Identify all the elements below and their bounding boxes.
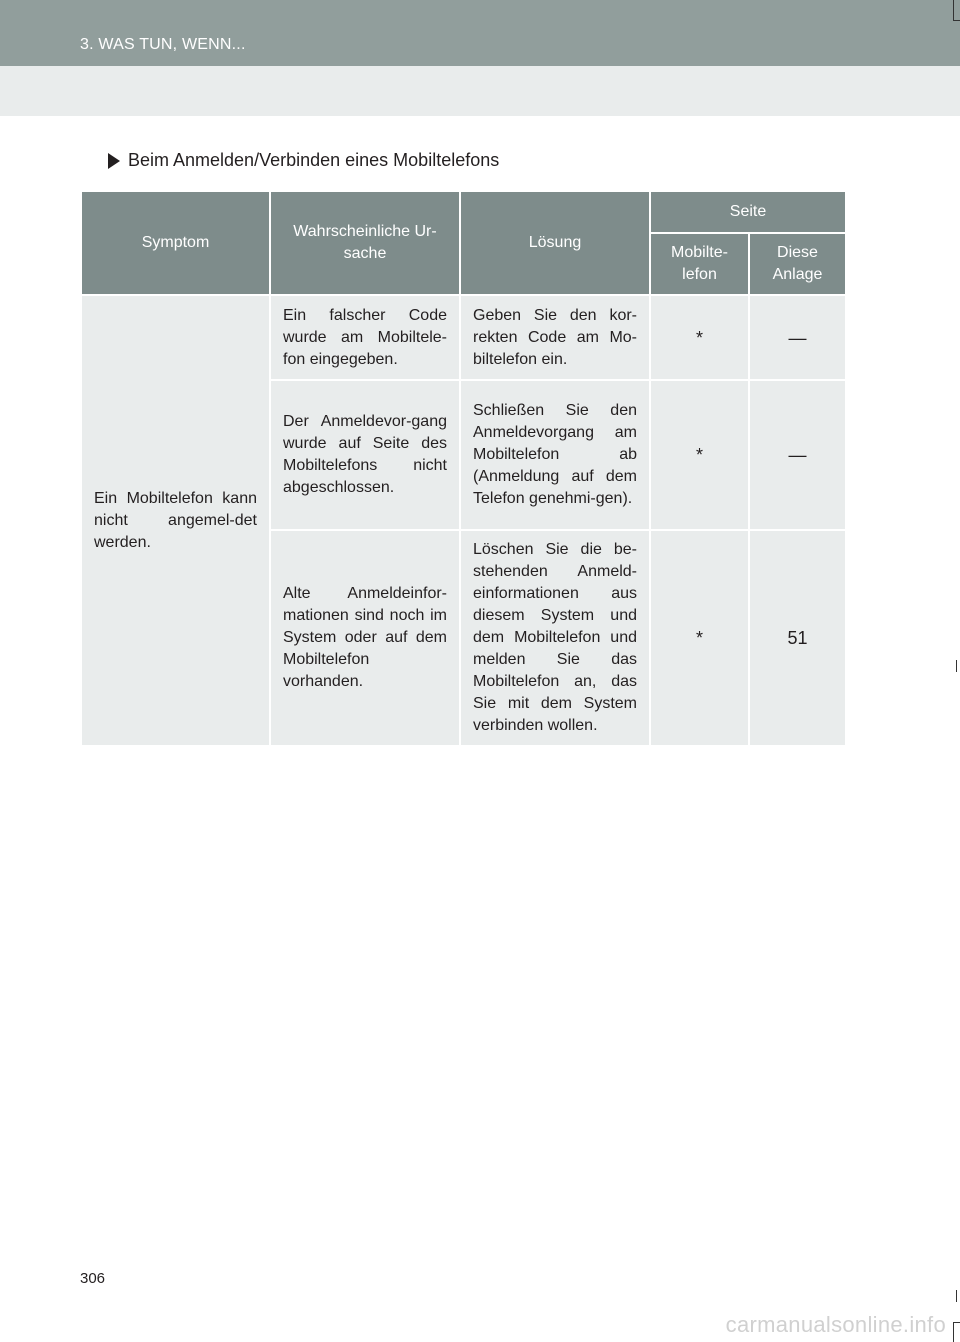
solution-cell: Löschen Sie die be-stehenden Anmeld-einformationen aus diesem System und dem Mobiltelefon und melden Sie das Mobiltelefon an, das Sie mit dem System verbinden wollen.	[460, 530, 650, 746]
cause-cell: Ein falscher Code wurde am Mobiltele-fon eingegeben.	[270, 295, 460, 380]
header-page: Seite	[650, 191, 846, 233]
page-phone-cell: *	[650, 530, 749, 746]
section-heading	[108, 150, 499, 171]
header-band	[0, 66, 960, 116]
crop-mark	[953, 1322, 960, 1323]
page-system-cell: 51	[749, 530, 846, 746]
symptom-cell: Ein Mobiltelefon kann nicht angemel-det werden.	[81, 295, 270, 746]
header-cause: Wahrscheinliche Ur-sache	[270, 191, 460, 295]
crop-mark	[953, 1322, 954, 1342]
watermark: carmanualsonline.info	[725, 1312, 946, 1337]
page-phone-cell: *	[650, 380, 749, 530]
troubleshooting-table	[80, 190, 847, 747]
crop-mark	[953, 20, 960, 21]
cause-cell: Der Anmeldevor-gang wurde auf Seite des Mobiltelefons nicht abgeschlossen.	[270, 380, 460, 530]
header-page-system: Diese Anlage	[749, 233, 846, 295]
header-solution: Lösung	[460, 191, 650, 295]
page-phone-cell: *	[650, 295, 749, 380]
crop-mark	[956, 1290, 957, 1302]
solution-cell: Geben Sie den kor-rekten Code am Mo-biltelefon ein.	[460, 295, 650, 380]
section-title: Beim Anmelden/Verbinden eines Mobiltelefons	[128, 150, 500, 170]
table-row	[81, 295, 846, 380]
solution-cell: Schließen Sie den Anmeldevorgang am Mobiltelefon ab (Anmeldung auf dem Telefon genehmi-gen).	[460, 380, 650, 530]
header-bar	[0, 0, 960, 66]
crop-mark	[953, 0, 954, 20]
cause-cell: Alte Anmeldeinfor-mationen sind noch im System oder auf dem Mobiltelefon vorhanden.	[270, 530, 460, 746]
page-number: 306	[80, 1270, 106, 1287]
page-system-cell: —	[749, 380, 846, 530]
chapter-title: 3. WAS TUN, WENN...	[80, 36, 246, 53]
page-system-cell: —	[749, 295, 846, 380]
header-page-phone: Mobilte-lefon	[650, 233, 749, 295]
triangle-bullet-icon	[108, 153, 120, 169]
header-symptom: Symptom	[81, 191, 270, 295]
crop-mark	[956, 660, 957, 672]
